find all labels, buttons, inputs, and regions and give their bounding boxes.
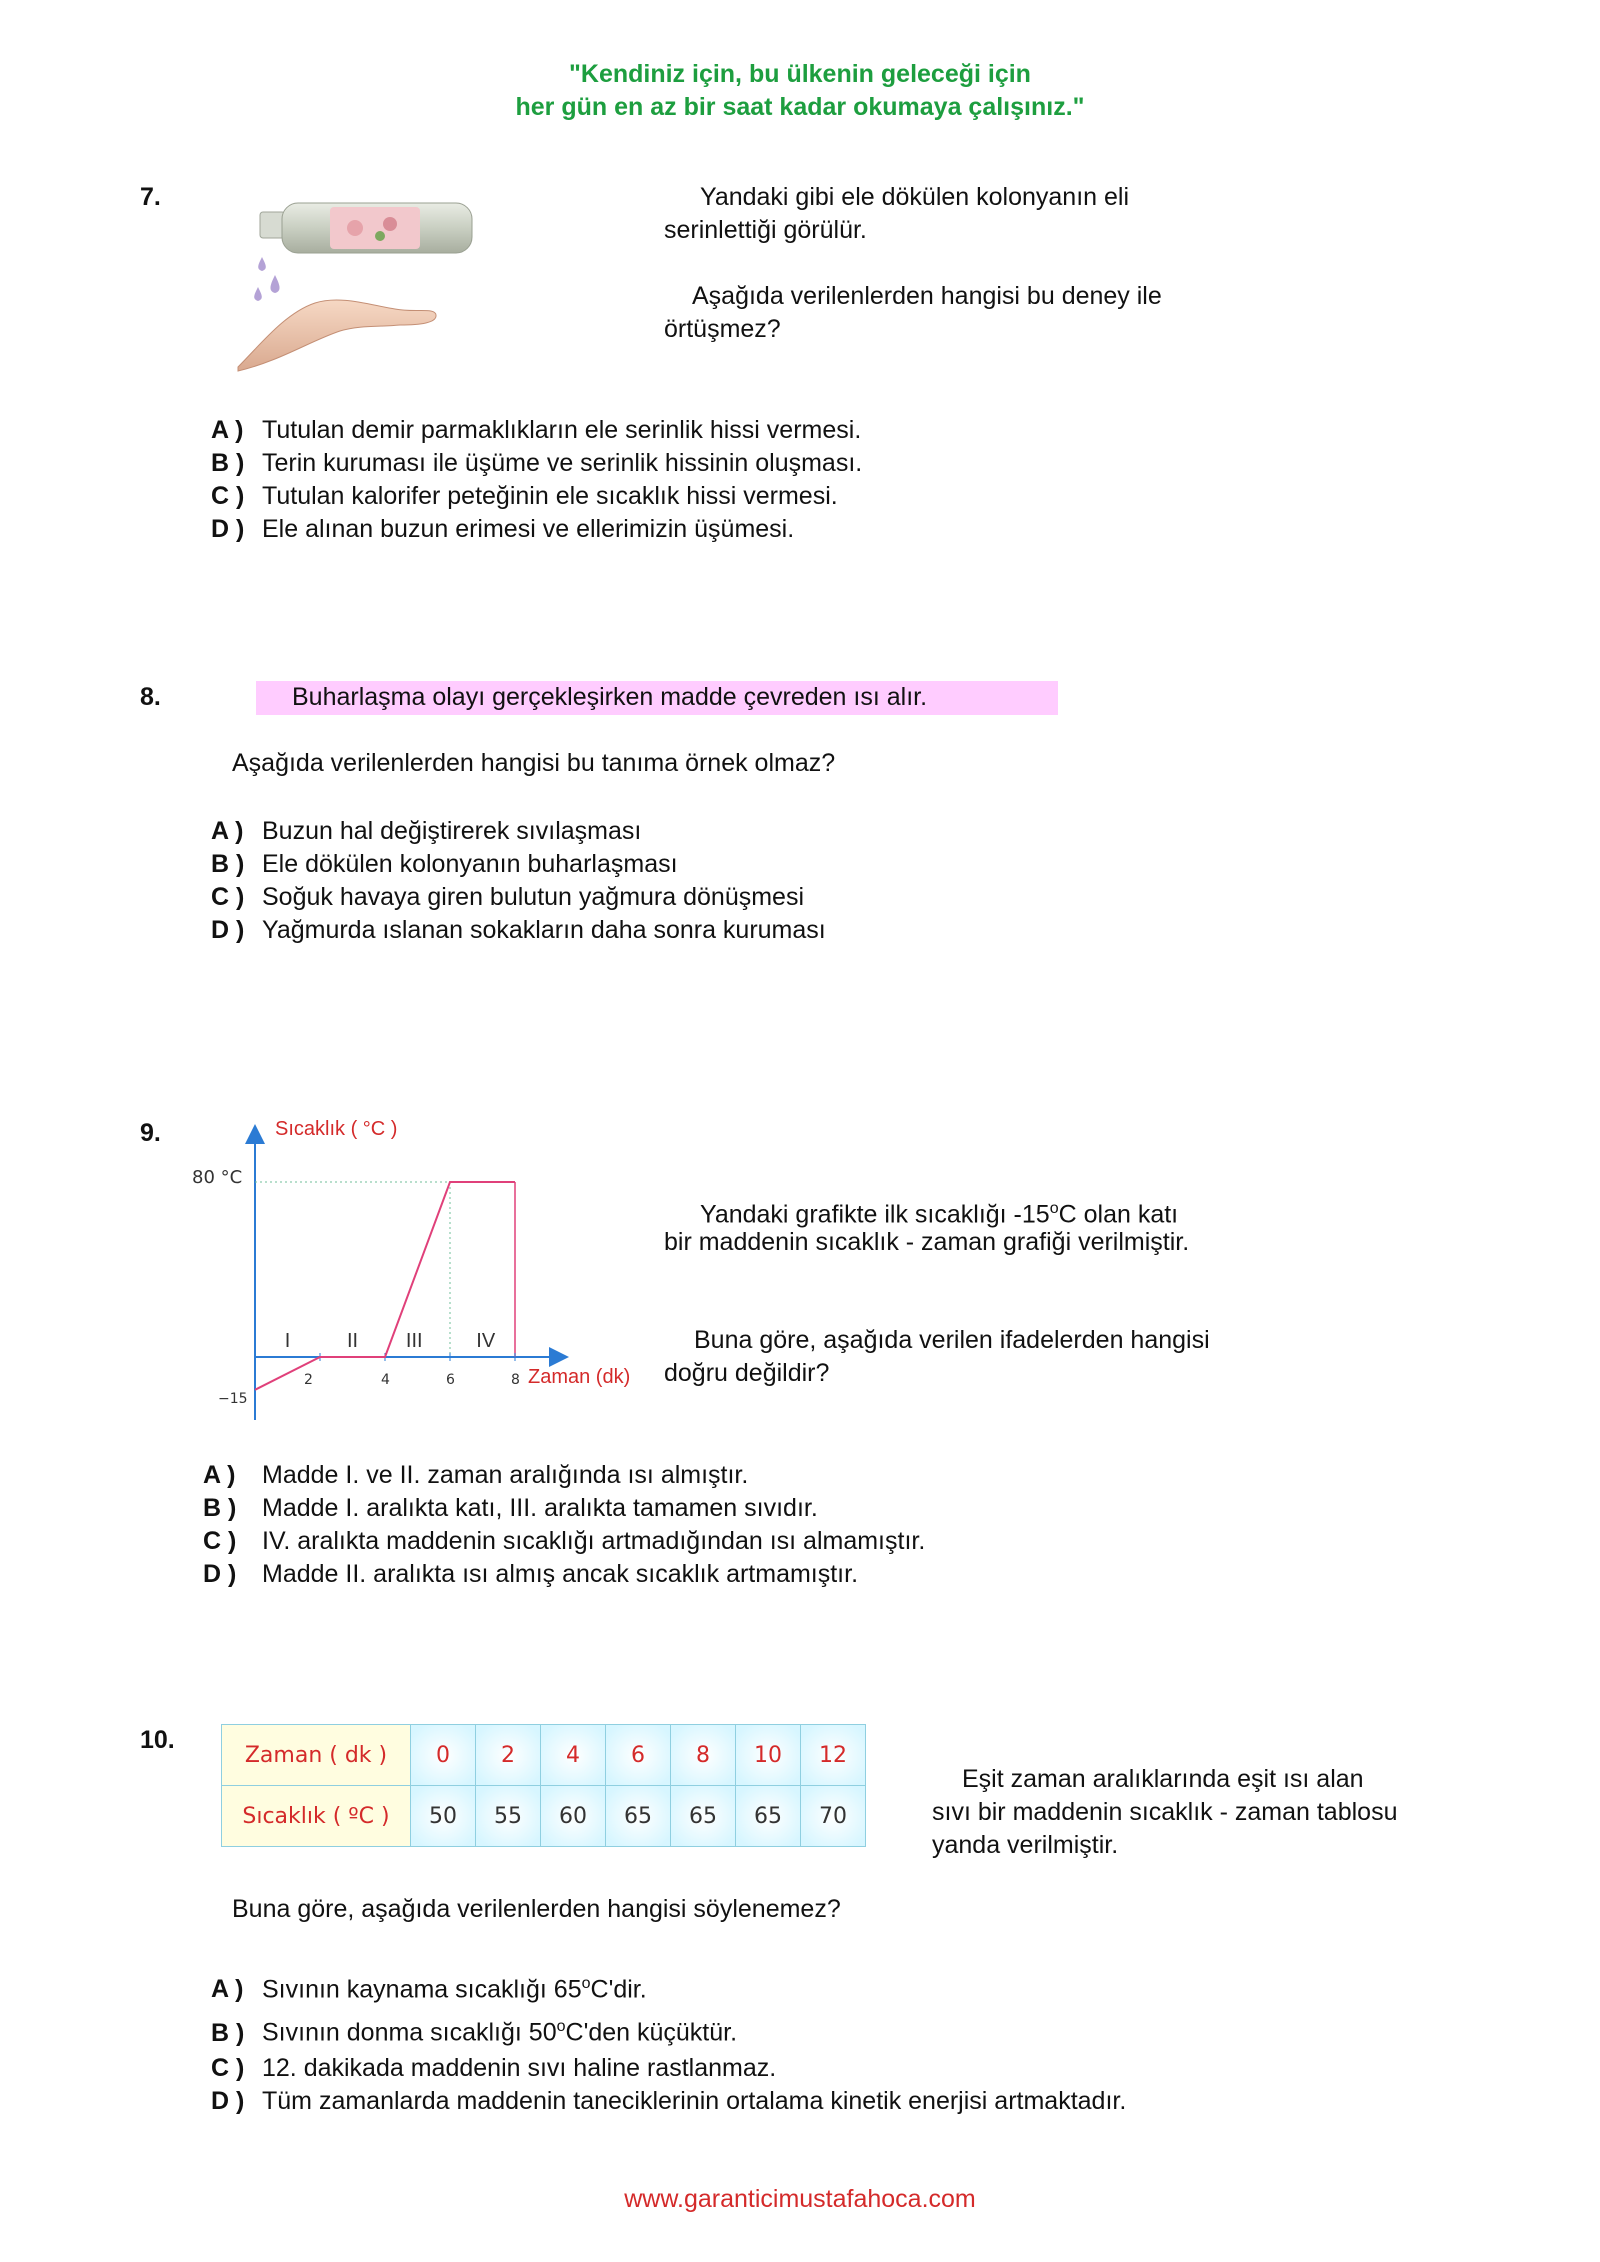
option-text: Madde I. aralıkta katı, III. aralıkta tamamen sıvıdır. bbox=[262, 1494, 818, 1522]
chart-xtick-label: 6 bbox=[446, 1372, 455, 1388]
option-10d[interactable] bbox=[211, 2085, 1126, 2118]
option-text: Ele alınan buzun erimesi ve ellerimizin üşümesi. bbox=[262, 515, 795, 543]
option-letter: D ) bbox=[211, 2086, 245, 2115]
option-letter: B ) bbox=[211, 2018, 245, 2047]
table-cell: 2 bbox=[476, 1725, 541, 1786]
table-cell: 4 bbox=[541, 1725, 606, 1786]
temperature-time-table bbox=[221, 1724, 866, 1847]
question-7-options bbox=[211, 414, 862, 546]
table-cell: 70 bbox=[801, 1786, 866, 1847]
table-header-sicaklik: Sıcaklık ( ºC ) bbox=[222, 1786, 411, 1847]
question-8-highlight: Buharlaşma olayı gerçekleşirken madde çevreden ısı alır. bbox=[256, 681, 1058, 715]
option-text: Yağmurda ıslanan sokakların daha sonra kuruması bbox=[262, 916, 826, 944]
option-text: Soğuk havaya giren bulutun yağmura dönüşmesi bbox=[262, 883, 805, 911]
question-10-side-line-1: Eşit zaman aralıklarında eşit ısı alan bbox=[962, 1765, 1364, 1793]
table-row-zaman bbox=[222, 1725, 866, 1786]
degree-sup: o bbox=[556, 2018, 566, 2036]
cologne-drops-icon bbox=[254, 257, 279, 301]
option-letter: A ) bbox=[211, 817, 244, 845]
option-text: Tutulan kalorifer peteğinin ele sıcaklık hissi vermesi. bbox=[262, 482, 838, 510]
option-text: Madde I. ve II. zaman aralığında ısı almıştır. bbox=[262, 1461, 749, 1489]
option-text: Tüm zamanlarda maddenin taneciklerinin ortalama kinetik enerjisi artmaktadır. bbox=[262, 2086, 1127, 2115]
question-10-options bbox=[211, 1965, 1126, 2118]
degree-sup: o bbox=[581, 1975, 591, 1992]
chart-region-label: II bbox=[346, 1330, 359, 1352]
option-text: 12. dakikada maddenin sıvı haline rastlanmaz. bbox=[262, 2053, 777, 2082]
chart-xtick-label: 4 bbox=[381, 1372, 390, 1388]
chart-region-label: I bbox=[284, 1330, 291, 1352]
question-9-text-line-2: bir maddenin sıcaklık - zaman grafiği verilmiştir. bbox=[664, 1228, 1190, 1256]
option-letter: C ) bbox=[211, 883, 245, 911]
option-9b[interactable] bbox=[203, 1492, 925, 1525]
option-7c[interactable] bbox=[211, 480, 862, 513]
option-8c[interactable] bbox=[211, 881, 826, 914]
option-letter: D ) bbox=[211, 916, 245, 944]
footer-url[interactable]: www.garanticimustafahoca.com bbox=[624, 2185, 976, 2213]
motto-line-1: "Kendiniz için, bu ülkenin geleceği için bbox=[569, 60, 1031, 88]
option-letter: A ) bbox=[203, 1461, 236, 1489]
option-letter: B ) bbox=[203, 1494, 237, 1522]
cologne-bottle-icon bbox=[260, 203, 472, 253]
degree-sup: o bbox=[1049, 1200, 1059, 1217]
table-cell: 65 bbox=[606, 1786, 671, 1847]
option-letter: A ) bbox=[211, 416, 244, 444]
table-cell: 65 bbox=[671, 1786, 736, 1847]
option-8a[interactable] bbox=[211, 815, 826, 848]
question-7-text-line-1: Yandaki gibi ele dökülen kolonyanın eli bbox=[700, 183, 1130, 211]
table-cell: 8 bbox=[671, 1725, 736, 1786]
cologne-hand-illustration bbox=[230, 195, 560, 375]
question-7-question-line-2: örtüşmez? bbox=[664, 315, 781, 343]
option-10a[interactable] bbox=[211, 1965, 1126, 2008]
table-cell: 6 bbox=[606, 1725, 671, 1786]
chart-xlabel: Zaman (dk) bbox=[528, 1366, 631, 1388]
option-letter: D ) bbox=[211, 515, 245, 543]
motto-line-2: her gün en az bir saat kadar okumaya çalışınız." bbox=[515, 93, 1085, 121]
chart-ytick-neg15: −15 bbox=[218, 1391, 248, 1407]
table-cell: 10 bbox=[736, 1725, 801, 1786]
chart-xtick-label: 2 bbox=[304, 1372, 313, 1388]
question-10-side-line-3: yanda verilmiştir. bbox=[932, 1831, 1119, 1859]
option-10b[interactable] bbox=[211, 2008, 1126, 2051]
question-10-question: Buna göre, aşağıda verilenlerden hangisi söylenemez? bbox=[232, 1895, 841, 1923]
temperature-time-chart bbox=[180, 1110, 650, 1430]
option-text: Ele dökülen kolonyanın buharlaşması bbox=[262, 850, 678, 878]
option-7a[interactable] bbox=[211, 414, 862, 447]
option-8b[interactable] bbox=[211, 848, 826, 881]
option-text: Sıvının kaynama sıcaklığı 65 bbox=[262, 1975, 582, 2004]
table-cell: 65 bbox=[736, 1786, 801, 1847]
option-text: Buzun hal değiştirerek sıvılaşması bbox=[262, 817, 642, 845]
question-10-side-line-2: sıvı bir maddenin sıcaklık - zaman tablosu bbox=[932, 1798, 1398, 1826]
text-part: C olan katı bbox=[1058, 1200, 1179, 1229]
question-9-options bbox=[203, 1459, 925, 1591]
option-letter: C ) bbox=[211, 482, 245, 510]
question-7-question-line-1: Aşağıda verilenlerden hangisi bu deney ile bbox=[692, 282, 1162, 310]
question-8-options bbox=[211, 815, 826, 947]
option-letter: B ) bbox=[211, 850, 245, 878]
option-9c[interactable] bbox=[203, 1525, 925, 1558]
option-text: C'den küçüktür. bbox=[565, 2018, 738, 2047]
question-9-number: 9. bbox=[140, 1119, 161, 1147]
option-9d[interactable] bbox=[203, 1558, 925, 1591]
table-cell: 55 bbox=[476, 1786, 541, 1847]
option-letter: C ) bbox=[211, 2053, 245, 2082]
chart-region-label: III bbox=[405, 1330, 423, 1352]
table-header-zaman: Zaman ( dk ) bbox=[222, 1725, 411, 1786]
option-text: Madde II. aralıkta ısı almış ancak sıcaklık artmamıştır. bbox=[262, 1560, 859, 1588]
option-text: Sıvının donma sıcaklığı 50 bbox=[262, 2018, 557, 2047]
question-7-number: 7. bbox=[140, 183, 161, 211]
option-10c[interactable] bbox=[211, 2052, 1126, 2085]
option-letter: C ) bbox=[203, 1527, 237, 1555]
question-9-question-line-2: doğru değildir? bbox=[664, 1359, 830, 1387]
table-cell: 12 bbox=[801, 1725, 866, 1786]
option-text: C'dir. bbox=[590, 1975, 647, 2004]
question-10-number: 10. bbox=[140, 1726, 175, 1754]
option-text: IV. aralıkta maddenin sıcaklığı artmadığından ısı almamıştır. bbox=[262, 1527, 926, 1555]
question-8-question: Aşağıda verilenlerden hangisi bu tanıma örnek olmaz? bbox=[232, 749, 836, 777]
hand-icon bbox=[238, 300, 436, 371]
option-9a[interactable] bbox=[203, 1459, 925, 1492]
table-cell: 50 bbox=[411, 1786, 476, 1847]
option-letter: D ) bbox=[203, 1560, 237, 1588]
option-text: Tutulan demir parmaklıkların ele serinlik hissi vermesi. bbox=[262, 416, 862, 444]
question-8-number: 8. bbox=[140, 683, 161, 711]
option-text: Terin kuruması ile üşüme ve serinlik hissinin oluşması. bbox=[262, 449, 863, 477]
option-letter: B ) bbox=[211, 449, 245, 477]
chart-ytick-80: 80 °C bbox=[192, 1167, 243, 1188]
question-7-text-line-2: serinlettiği görülür. bbox=[664, 216, 867, 244]
text-part: Yandaki grafikte ilk sıcaklığı -15 bbox=[700, 1200, 1050, 1229]
option-8d[interactable] bbox=[211, 914, 826, 947]
chart-ylabel: Sıcaklık ( °C ) bbox=[275, 1118, 398, 1140]
chart-xtick-label: 8 bbox=[511, 1372, 520, 1388]
option-7d[interactable] bbox=[211, 513, 862, 546]
option-letter: A ) bbox=[211, 1975, 244, 2004]
table-cell: 60 bbox=[541, 1786, 606, 1847]
question-9-question-line-1: Buna göre, aşağıda verilen ifadelerden hangisi bbox=[694, 1326, 1210, 1354]
chart-region-label: IV bbox=[476, 1330, 496, 1352]
table-cell: 0 bbox=[411, 1725, 476, 1786]
table-row-sicaklik bbox=[222, 1786, 866, 1847]
option-7b[interactable] bbox=[211, 447, 862, 480]
